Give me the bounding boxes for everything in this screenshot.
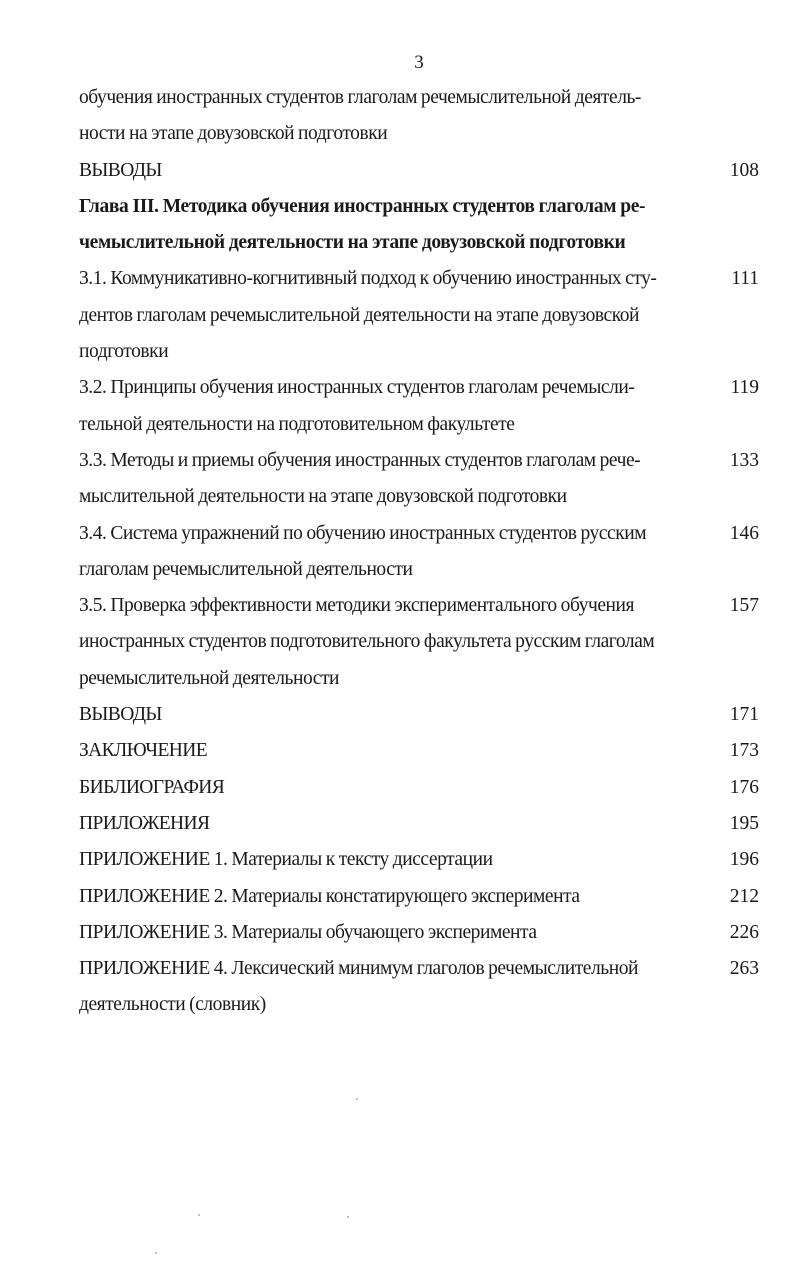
toc-entry-text: 3.4. Система упражнений по обучению иностранных студентов русским глаголам речемыслительной деятельности	[79, 522, 647, 580]
toc-entry-text: 3.3. Методы и приемы обучения иностранных студентов глаголам рече- мыслительной деятельности на этапе довузовской подготовки	[79, 449, 641, 508]
toc-entry-text: ВЫВОДЫ	[79, 704, 162, 726]
toc-entry-section-3-2	[79, 370, 759, 443]
toc-entry-section-3-1	[79, 261, 759, 370]
toc-entry-section-3-5	[79, 588, 759, 697]
toc-entry-page: 119	[730, 377, 759, 399]
scan-speck	[198, 1214, 200, 1216]
toc-entry-text: Глава III. Методика обучения иностранных студентов глаголам ре- чемыслительной деятельности на этапе довузовской подготовки	[79, 195, 646, 254]
toc-entry-page: 157	[729, 595, 759, 617]
toc-entry-page: 133	[729, 449, 759, 471]
toc-entry-appendix-2	[79, 879, 759, 915]
toc-entry-page: 108	[729, 159, 759, 181]
toc-entry-page: 176	[729, 776, 759, 798]
scan-speck	[356, 1098, 358, 1100]
toc-entry-page: 195	[729, 812, 759, 834]
toc-entry-text: ПРИЛОЖЕНИЕ 3. Материалы обучающего эксперимента	[79, 921, 537, 943]
toc-entry-text: ПРИЛОЖЕНИЕ 4. Лексический минимум глаголов речемыслительной деятельности (словник)	[79, 958, 638, 1016]
scan-speck	[347, 1216, 349, 1218]
toc-entry-text: ПРИЛОЖЕНИЯ	[79, 812, 210, 834]
toc-entry-page: 196	[729, 849, 759, 871]
toc-entry-appendix-4	[79, 951, 759, 1024]
toc-entry-page: 146	[729, 522, 759, 544]
toc-entry-conclusions-ch3	[79, 697, 759, 733]
scan-speck	[155, 1252, 157, 1254]
toc-entry-bibliography	[79, 770, 759, 806]
toc-entry-chapter-3	[79, 189, 759, 262]
page-number: 3	[414, 52, 424, 73]
toc-entry-text: ЗАКЛЮЧЕНИЕ	[79, 740, 208, 762]
toc-entry-page: 173	[729, 740, 759, 762]
toc-entry-conclusion	[79, 733, 759, 769]
toc-entry-page: 111	[731, 268, 759, 290]
toc-entry-appendices	[79, 806, 759, 842]
toc-entry-text: 3.5. Проверка эффективности методики экспериментального обучения иностранных студентов подготовительного факультета русским глаголам речемыслительной деятельности	[79, 595, 655, 689]
toc-entry-page: 263	[729, 958, 759, 980]
toc-entry-page: 171	[729, 704, 759, 726]
toc-entry-text: 3.2. Принципы обучения иностранных студентов глаголам речемысли- тельной деятельности на подготовительном факультете	[79, 377, 635, 435]
toc-entry-text: ПРИЛОЖЕНИЕ 2. Материалы констатирующего эксперимента	[79, 885, 580, 907]
toc-entry-appendix-1	[79, 842, 759, 878]
toc-entry-conclusions-ch2	[79, 153, 759, 189]
toc-entry-page: 226	[729, 921, 759, 943]
toc-entry-text: ВЫВОДЫ	[79, 159, 162, 181]
toc-entry-text: БИБЛИОГРАФИЯ	[79, 776, 225, 798]
table-of-contents	[79, 80, 759, 1024]
toc-entry-text: 3.1. Коммуникативно-когнитивный подход к обучению иностранных сту- дентов глаголам речемыслительной деятельности на этапе довузовской подготовки	[79, 268, 657, 363]
toc-entry-text: обучения иностранных студентов глаголам речемыслительной деятель- ности на этапе довузовской подготовки	[79, 87, 641, 145]
toc-entry-section-3-4	[79, 516, 759, 589]
toc-entry-text: ПРИЛОЖЕНИЕ 1. Материалы к тексту диссертации	[79, 849, 493, 871]
toc-entry-page: 212	[729, 885, 759, 907]
toc-entry-section-3-3	[79, 443, 759, 516]
toc-entry-continuation	[79, 80, 759, 153]
toc-entry-appendix-3	[79, 915, 759, 951]
